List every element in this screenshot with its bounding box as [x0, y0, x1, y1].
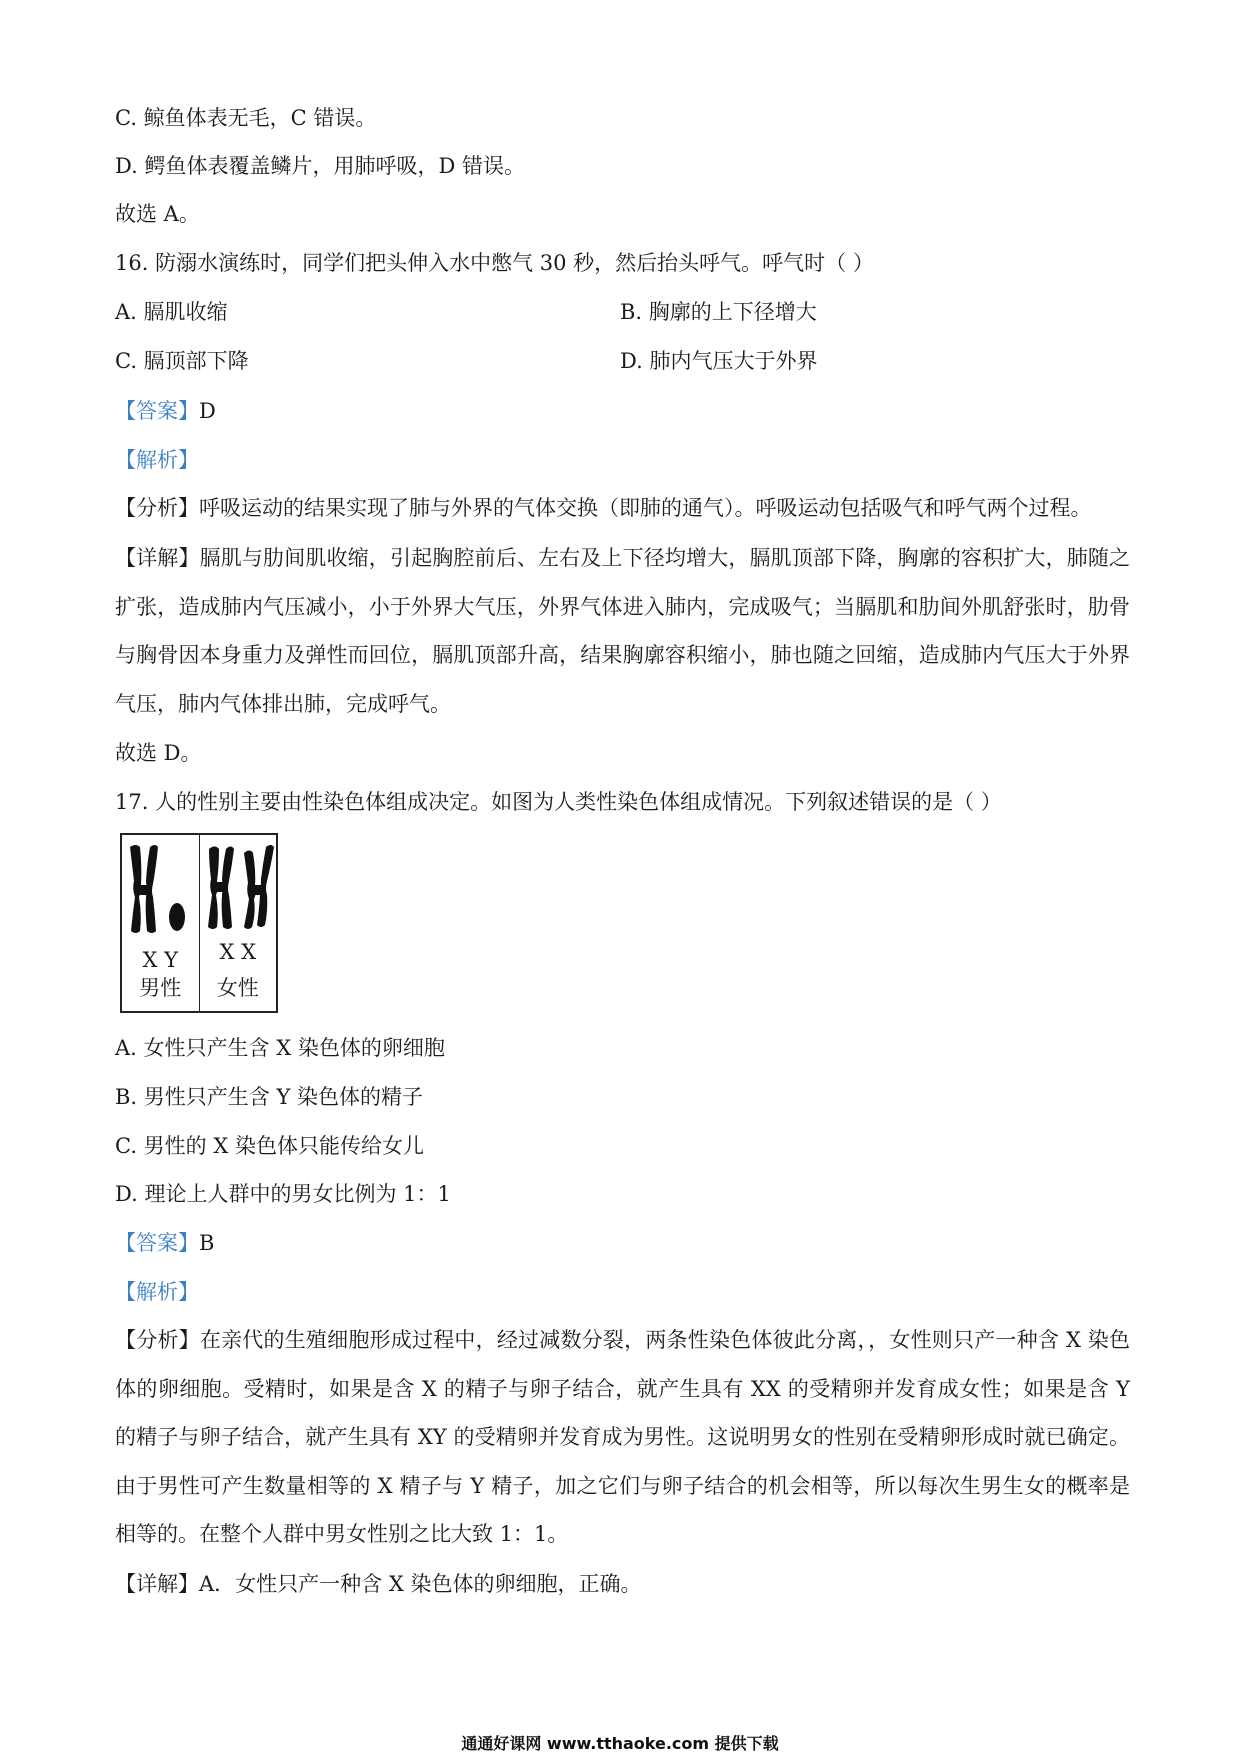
analysis-tag: 【解析】 — [115, 448, 199, 472]
page-footer: 通通好课网 www.tthaoke.com 提供下载 — [461, 1734, 779, 1753]
q17-option-b: B. 男性只产生含 Y 染色体的精子 — [115, 1085, 423, 1109]
fenxi-text: 呼吸运动的结果实现了肺与外界的气体交换（即肺的通气）。呼吸运动包括吸气和呼气两个过程。 — [199, 496, 1092, 520]
q17-analysis-tag — [115, 1278, 199, 1306]
chromosome-figure — [120, 833, 278, 1013]
xiangjie-tag: 【详解】 — [115, 1572, 199, 1596]
answer-tag: 【答案】 — [115, 1231, 199, 1255]
q16-fenxi — [115, 494, 1092, 522]
q16-option-a: A. 膈肌收缩 — [115, 300, 228, 324]
q17-option-a: A. 女性只产生含 X 染色体的卵细胞 — [115, 1036, 445, 1060]
analysis-tag: 【解析】 — [115, 1280, 199, 1304]
option-d-line: D. 鳄鱼体表覆盖鳞片，用肺呼吸，D 错误。 — [115, 154, 525, 178]
q17-answer — [115, 1229, 214, 1257]
q16-analysis-tag — [115, 446, 199, 474]
q17-stem: 17. 人的性别主要由性染色体组成决定。如图为人类性染色体组成情况。下列叙述错误的是（ ） — [115, 790, 1002, 814]
fenxi-tag: 【分析】 — [115, 1328, 200, 1352]
xiangjie-text: A．女性只产一种含 X 染色体的卵细胞，正确。 — [199, 1572, 642, 1596]
q17-fenxi — [115, 1316, 1130, 1559]
xiangjie-text: 膈肌与肋间肌收缩，引起胸腔前后、左右及上下径均增大，膈肌顶部下降，胸廓的容积扩大，肺随之扩张，造成肺内气压减小，小于外界大气压，外界气体进入肺内，完成吸气；当膈肌和肋间外肌舒张时，肋骨与胸骨因本身重力及弹性而回位，膈肌顶部升高，结果胸廓容积缩小，肺也随之回缩，造成肺内气压大于外界气压，肺内气体排出肺，完成呼气。 — [115, 546, 1131, 716]
q16-option-d: D. 肺内气压大于外界 — [620, 349, 818, 373]
male-code: X Y — [142, 948, 178, 972]
fenxi-tag: 【分析】 — [115, 496, 199, 520]
conclusion-line: 故选 A。 — [115, 202, 200, 226]
q16-conclusion: 故选 D。 — [115, 741, 202, 765]
q16-option-b: B. 胸廓的上下径增大 — [620, 300, 817, 324]
male-cell — [122, 835, 199, 1011]
male-label: 男性 — [139, 976, 182, 1000]
female-code: X X — [219, 940, 257, 964]
option-c-line: C. 鲸鱼体表无毛，C 错误。 — [115, 106, 377, 130]
female-cell — [199, 835, 277, 1011]
answer-tag: 【答案】 — [115, 399, 199, 423]
xx-chromosome-icon — [200, 839, 276, 949]
q17-option-d: D. 理论上人群中的男女比例为 1：1 — [115, 1182, 451, 1206]
female-label: 女性 — [216, 976, 259, 1000]
q17-xiangjie — [115, 1570, 641, 1598]
fenxi-text: 在亲代的生殖细胞形成过程中，经过减数分裂，两条性染色体彼此分离，，女性则只产一种含 X 染色体的卵细胞。受精时，如果是含 X 的精子与卵子结合，就产生具有 XX 的受精卵并发育成女性；如果是含 Y 的精子与卵子结合，就产生具有 XY 的受精卵并发育成为男性。这说明男女的性别在受精卵形成时就已确定。由于男性可产生数量相等的 X 精子与 Y 精子，加之它们与卵子结合的机会相等，所以每次生男生女的概率是相等的。在整个人群中男女性别之比大致 1：1。 — [115, 1328, 1131, 1546]
q16-xiangjie — [115, 534, 1130, 728]
q16-answer — [115, 397, 216, 425]
q16-option-c: C. 膈顶部下降 — [115, 349, 249, 373]
answer-value: D — [199, 399, 216, 423]
answer-value: B — [199, 1231, 215, 1255]
q16-stem: 16. 防溺水演练时，同学们把头伸入水中憋气 30 秒，然后抬头呼气。呼气时（ ） — [115, 251, 874, 275]
xiangjie-tag: 【详解】 — [115, 546, 200, 570]
q17-option-c: C. 男性的 X 染色体只能传给女儿 — [115, 1134, 424, 1158]
xy-chromosome-icon — [122, 839, 198, 949]
